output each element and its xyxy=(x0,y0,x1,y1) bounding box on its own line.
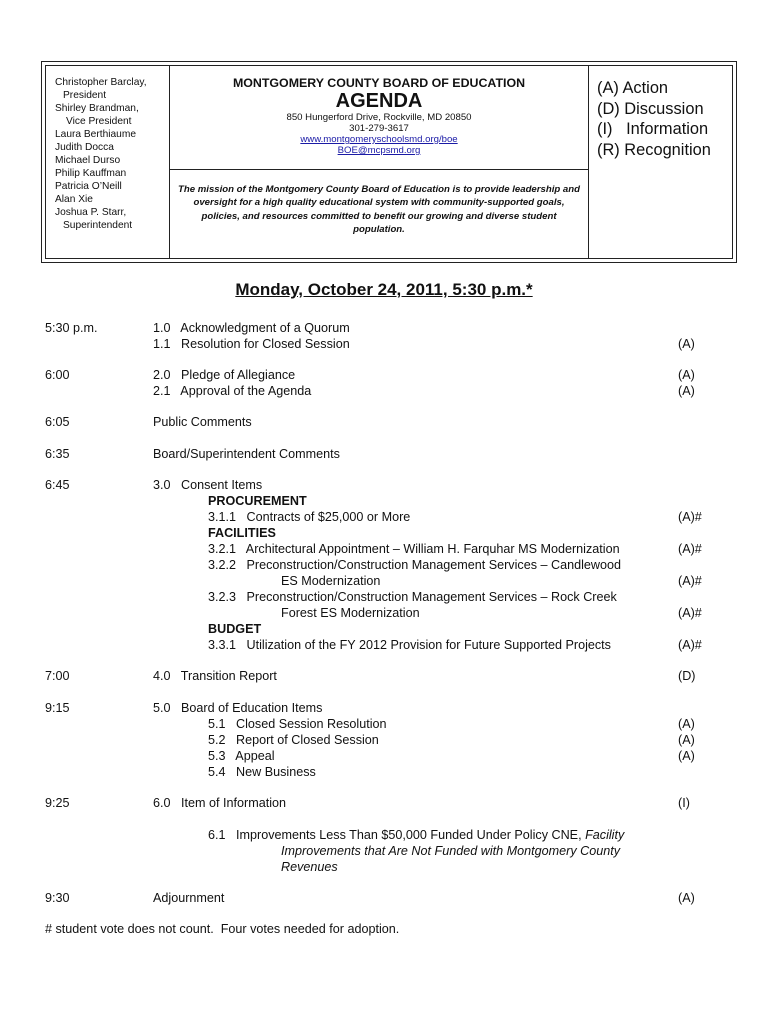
board-contact xyxy=(170,66,588,170)
agenda-item: 4.0 Transition Report xyxy=(153,669,277,683)
agenda-time: 5:30 p.m. xyxy=(45,321,98,335)
address: 850 Hungerford Drive, Rockville, MD 20850 xyxy=(286,112,472,123)
agenda-item xyxy=(208,828,624,843)
agenda-item: 1.0 Acknowledgment of a Quorum xyxy=(153,321,350,335)
footnote: # student vote does not count. Four votes needed for adoption. xyxy=(45,922,400,936)
agenda-item: 3.1.1 Contracts of $25,000 or More xyxy=(208,510,411,524)
member-name: Patricia O’Neill xyxy=(55,181,122,192)
board-members xyxy=(46,66,170,258)
action-code: (A) xyxy=(678,368,695,382)
action-code: (A) xyxy=(678,733,695,747)
action-code: (A)# xyxy=(678,638,702,652)
legend-discussion: (D) Discussion xyxy=(597,99,704,118)
email-link[interactable]: BOE@mcpsmd.org xyxy=(337,145,421,156)
agenda-time: 6:05 xyxy=(45,415,70,429)
agenda-item: 5.0 Board of Education Items xyxy=(153,701,323,715)
action-code: (A) xyxy=(678,891,695,905)
agenda-item-continued: ES Modernization xyxy=(281,574,381,588)
member-name: Michael Durso xyxy=(55,155,121,166)
member-name: Joshua P. Starr, xyxy=(55,207,127,218)
action-code: (A)# xyxy=(678,542,702,556)
agenda-item-text: 6.1 Improvements Less Than $50,000 Funded Under Policy CNE, xyxy=(208,828,582,842)
action-code: (A)# xyxy=(678,574,702,588)
member-role: President xyxy=(63,90,107,101)
agenda-item: Board/Superintendent Comments xyxy=(153,447,340,461)
agenda-item: 3.3.1 Utilization of the FY 2012 Provision for Future Supported Projects xyxy=(208,638,611,652)
website-link[interactable]: www.montgomeryschoolsmd.org/boe xyxy=(300,134,458,145)
agenda-time: 6:00 xyxy=(45,368,70,382)
action-code: (A) xyxy=(678,749,695,763)
member-role: Vice President xyxy=(66,116,132,127)
agenda-item-continued: Improvements that Are Not Funded with Montgomery County xyxy=(281,844,621,858)
section-heading: PROCUREMENT xyxy=(208,494,307,508)
action-code: (I) xyxy=(678,796,690,810)
meeting-date: Monday, October 24, 2011, 5:30 p.m.* xyxy=(235,280,533,299)
section-heading: BUDGET xyxy=(208,622,262,636)
agenda-item: Public Comments xyxy=(153,415,252,429)
agenda-item: 2.0 Pledge of Allegiance xyxy=(153,368,296,382)
action-code: (A) xyxy=(678,337,695,351)
agenda-item: 3.2.2 Preconstruction/Construction Management Services – Candlewood xyxy=(208,558,622,572)
agenda-time: 6:35 xyxy=(45,447,70,461)
legend-recognition: (R) Recognition xyxy=(597,140,711,159)
section-heading: FACILITIES xyxy=(208,526,276,540)
agenda-item: 3.0 Consent Items xyxy=(153,478,263,492)
agenda-item: 5.1 Closed Session Resolution xyxy=(208,717,387,731)
agenda-item-continued: Forest ES Modernization xyxy=(281,606,420,620)
agenda-title: AGENDA xyxy=(335,90,423,112)
member-name: Judith Docca xyxy=(55,142,114,153)
agenda-item: 6.0 Item of Information xyxy=(153,796,286,810)
agenda-item-italic: Facility xyxy=(585,828,625,842)
agenda-time: 9:15 xyxy=(45,701,70,715)
board-name: MONTGOMERY COUNTY BOARD OF EDUCATION xyxy=(232,76,526,90)
agenda-item: 5.3 Appeal xyxy=(208,749,275,763)
agenda-item: Adjournment xyxy=(153,891,225,905)
action-code: (A)# xyxy=(678,510,702,524)
action-code: (D) xyxy=(678,669,696,683)
member-name: Alan Xie xyxy=(55,194,93,205)
agenda-item-continued: Revenues xyxy=(281,860,338,874)
action-code: (A) xyxy=(678,717,695,731)
agenda-time: 7:00 xyxy=(45,669,70,683)
member-name: Shirley Brandman, xyxy=(55,103,139,114)
agenda-item: 3.2.1 Architectural Appointment – William H. Farquhar MS Modernization xyxy=(208,542,620,556)
member-role: Superintendent xyxy=(63,220,133,231)
mission-statement: The mission of the Montgomery County Board of Education is to provide leadership and oversight for a high quality educational system with community-supported goals, policies, and resources committed to benefit our growing and diverse student population. xyxy=(178,184,580,236)
member-name: Laura Berthiaume xyxy=(55,129,136,140)
agenda-item: 1.1 Resolution for Closed Session xyxy=(153,337,350,351)
phone: 301-279-3617 xyxy=(349,123,409,134)
agenda-time: 6:45 xyxy=(45,478,70,492)
legend xyxy=(589,66,732,258)
agenda-item: 3.2.3 Preconstruction/Construction Management Services – Rock Creek xyxy=(208,590,617,604)
agenda-time: 9:25 xyxy=(45,796,70,810)
agenda-item: 5.4 New Business xyxy=(208,765,316,779)
agenda-time: 9:30 xyxy=(45,891,70,905)
action-code: (A) xyxy=(678,384,695,398)
header-box xyxy=(41,61,737,263)
member-name: Christopher Barclay, xyxy=(55,77,147,88)
action-code: (A)# xyxy=(678,606,702,620)
legend-information: (I) Information xyxy=(597,120,709,138)
legend-action: (A) Action xyxy=(597,79,669,97)
member-name: Philip Kauffman xyxy=(55,168,127,179)
agenda-item: 2.1 Approval of the Agenda xyxy=(153,384,312,398)
agenda-item: 5.2 Report of Closed Session xyxy=(208,733,379,747)
